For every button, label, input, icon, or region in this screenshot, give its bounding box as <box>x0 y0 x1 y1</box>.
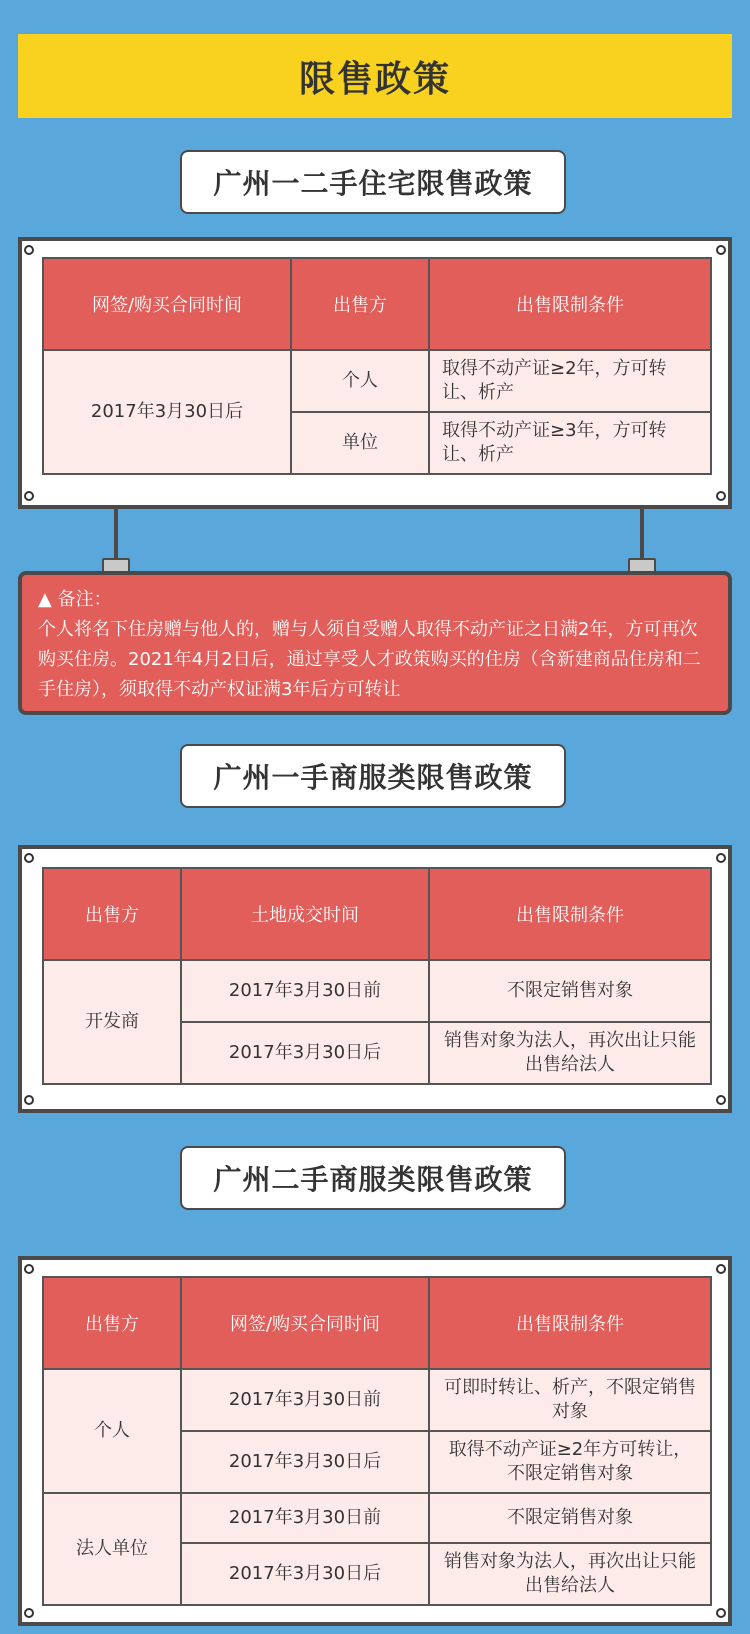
pin-dot <box>24 245 34 255</box>
pin-dot <box>24 491 34 501</box>
pin-dot <box>24 1095 34 1105</box>
section3-board <box>18 1256 732 1626</box>
section3-table <box>42 1276 712 1606</box>
condition-cell: 取得不动产证≥2年方可转让，不限定销售对象 <box>429 1431 711 1493</box>
hanger-wire <box>640 509 644 559</box>
seller-cell: 个人 <box>43 1369 181 1493</box>
page-title: 限售政策 <box>298 58 451 100</box>
time-cell: 2017年3月30日前 <box>181 1369 429 1431</box>
header-cell: 出售限制条件 <box>429 1277 711 1369</box>
seller-cell: 开发商 <box>43 960 181 1084</box>
condition-cell: 销售对象为法人，再次出让只能出售给法人 <box>429 1543 711 1605</box>
section3-title: 广州二手商服类限售政策 <box>180 1146 566 1210</box>
time-cell: 2017年3月30日后 <box>181 1022 429 1084</box>
pin-dot <box>716 491 726 501</box>
section2-board <box>18 845 732 1113</box>
seller-cell: 法人单位 <box>43 1493 181 1605</box>
section2-table <box>42 867 712 1085</box>
header-cell: 出售限制条件 <box>429 868 711 960</box>
header-cell: 网签/购买合同时间 <box>181 1277 429 1369</box>
page-banner <box>18 34 732 118</box>
seller-cell: 个人 <box>291 350 429 412</box>
note-label: ▲ 备注： <box>38 589 112 610</box>
header-cell: 出售方 <box>43 1277 181 1369</box>
table-row <box>43 1369 711 1431</box>
pin-dot <box>716 1095 726 1105</box>
time-cell: 2017年3月30日后 <box>181 1431 429 1493</box>
pin-dot <box>716 1264 726 1274</box>
header-cell: 出售方 <box>291 258 429 350</box>
header-cell: 土地成交时间 <box>181 868 429 960</box>
pin-dot <box>24 1264 34 1274</box>
note-text: 个人将名下住房赠与他人的，赠与人须自受赠人取得不动产证之日满2年，方可再次购买住房。2021年4月2日后，通过享受人才政策购买的住房（含新建商品住房和二手住房），须取得不动产权证满3年后方可转让 <box>38 619 701 700</box>
condition-cell: 取得不动产证≥3年，方可转让、析产 <box>429 412 711 474</box>
seller-cell: 单位 <box>291 412 429 474</box>
header-cell: 出售限制条件 <box>429 258 711 350</box>
section1-table <box>42 257 712 475</box>
pin-dot <box>716 245 726 255</box>
table-row <box>43 1493 711 1543</box>
section2-title: 广州一手商服类限售政策 <box>180 744 566 808</box>
note-box <box>18 571 732 715</box>
section1-board <box>18 237 732 509</box>
time-cell: 2017年3月30日后 <box>181 1543 429 1605</box>
pin-dot <box>716 1608 726 1618</box>
condition-cell: 销售对象为法人，再次出让只能出售给法人 <box>429 1022 711 1084</box>
time-cell: 2017年3月30日前 <box>181 1493 429 1543</box>
pin-dot <box>24 853 34 863</box>
hanger-wire <box>114 509 118 559</box>
table-row <box>43 350 711 412</box>
pin-dot <box>24 1608 34 1618</box>
condition-cell: 不限定销售对象 <box>429 1493 711 1543</box>
condition-cell: 取得不动产证≥2年，方可转让、析产 <box>429 350 711 412</box>
condition-cell: 不限定销售对象 <box>429 960 711 1022</box>
table-row <box>43 960 711 1022</box>
pin-dot <box>716 853 726 863</box>
section1-title: 广州一二手住宅限售政策 <box>180 150 566 214</box>
time-cell: 2017年3月30日后 <box>43 350 291 474</box>
header-cell: 网签/购买合同时间 <box>43 258 291 350</box>
condition-cell: 可即时转让、析产，不限定销售对象 <box>429 1369 711 1431</box>
time-cell: 2017年3月30日前 <box>181 960 429 1022</box>
header-cell: 出售方 <box>43 868 181 960</box>
